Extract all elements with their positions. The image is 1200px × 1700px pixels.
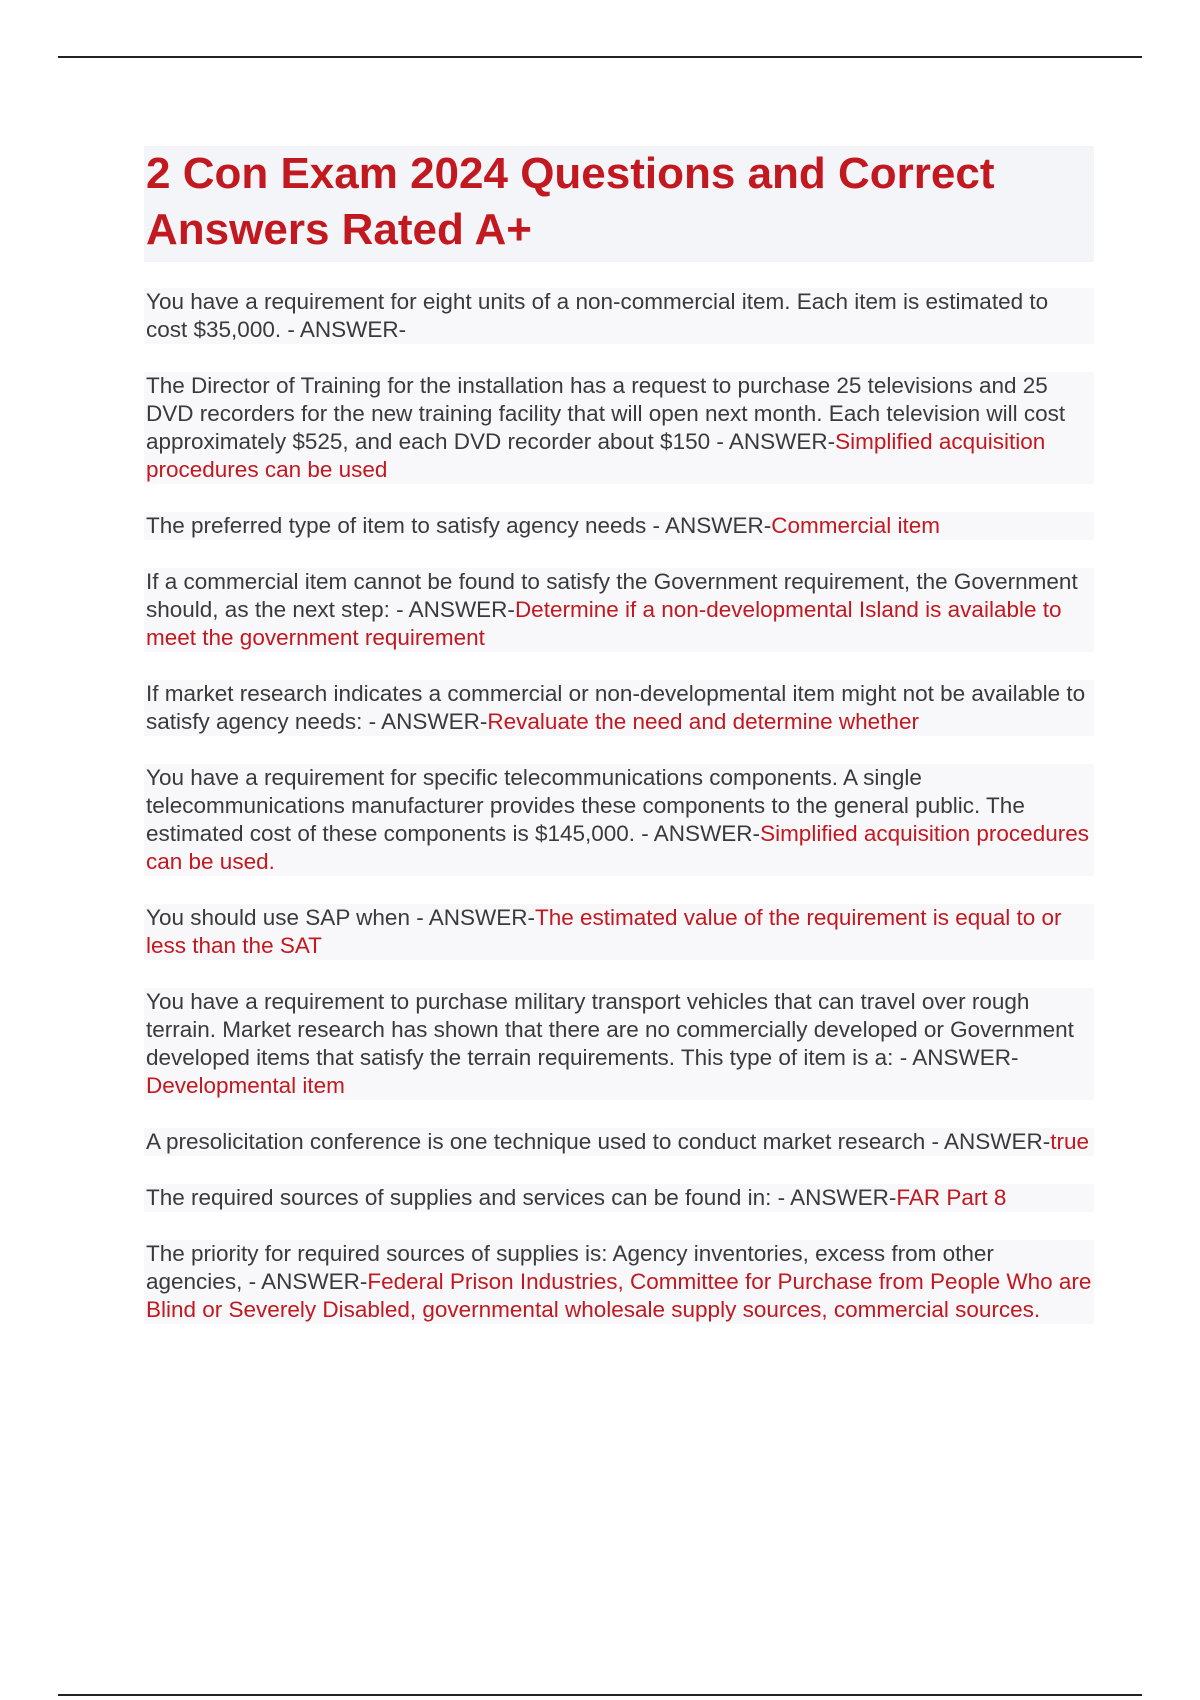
question-text: If market research indicates a commercial or non-developmental item might not be available to satisfy agency needs: [146, 681, 1086, 734]
qa-item [144, 1240, 1094, 1324]
answer-text: Developmental item [146, 1073, 345, 1098]
answer-text: Determine if a non-developmental Island is available to meet the government requirement [146, 597, 1062, 650]
answer-text: Simplified acquisition procedures can be used. [146, 821, 1089, 874]
question-text: You should use SAP when [146, 905, 410, 930]
answer-separator: - ANSWER- [710, 429, 836, 454]
answer-separator: - ANSWER- [409, 905, 535, 930]
answer-separator: - ANSWER- [635, 821, 761, 846]
question-text: The Director of Training for the installation has a request to purchase 25 televisions and 25 DVD recorders for the new training facility that will open next month. Each television will cost approximately $525, and each DVD recorder about $150 [146, 373, 1066, 454]
answer-separator: - ANSWER- [893, 1045, 1019, 1070]
qa-item [144, 288, 1094, 344]
answer-separator: - ANSWER- [771, 1185, 897, 1210]
question-text: You have a requirement for specific telecommunications components. A single telecommunications manufacturer provides these components to the general public. The estimated cost of these components is $145,000. [146, 765, 1025, 846]
question-text: The priority for required sources of supplies is: Agency inventories, excess from other agencies, [146, 1241, 994, 1294]
answer-text: Federal Prison Industries, Committee for Purchase from People Who are Blind or Severely Disabled, governmental wholesale supply sources, commercial sources. [146, 1269, 1092, 1322]
qa-item [144, 904, 1094, 960]
document-title: 2 Con Exam 2024 Questions and Correct Answers Rated A+ [144, 146, 1094, 262]
question-text: You have a requirement to purchase military transport vehicles that can travel over rough terrain. Market research has shown that there are no commercially developed or Government developed items that satisfy the terrain requirements. This type of item is a: [146, 989, 1074, 1070]
top-rule [58, 56, 1142, 58]
qa-item [144, 568, 1094, 652]
answer-separator: - ANSWER- [389, 597, 515, 622]
qa-item [144, 988, 1094, 1100]
bottom-rule [58, 1694, 1142, 1696]
answer-text: Commercial item [771, 513, 941, 538]
question-text: The preferred type of item to satisfy agency needs [146, 513, 647, 538]
answer-text: Revaluate the need and determine whether [487, 709, 919, 734]
qa-item [144, 1184, 1094, 1212]
answer-text: true [1050, 1129, 1090, 1154]
answer-text: FAR Part 8 [896, 1185, 1007, 1210]
answer-separator: - ANSWER- [281, 317, 407, 342]
answer-separator: - ANSWER- [646, 513, 772, 538]
answer-separator: - ANSWER- [362, 709, 488, 734]
qa-item [144, 764, 1094, 876]
answer-text: The estimated value of the requirement is equal to or less than the SAT [146, 905, 1062, 958]
answer-separator: - ANSWER- [925, 1129, 1051, 1154]
question-text: The required sources of supplies and services can be found in: [146, 1185, 772, 1210]
answer-text: Simplified acquisition procedures can be used [146, 429, 1046, 482]
qa-item [144, 1128, 1094, 1156]
qa-item [144, 680, 1094, 736]
answer-separator: - ANSWER- [242, 1269, 368, 1294]
question-text: If a commercial item cannot be found to satisfy the Government requirement, the Government should, as the next step: [146, 569, 1078, 622]
question-text: You have a requirement for eight units of a non-commercial item. Each item is estimated to cost $35,000. [146, 289, 1049, 342]
qa-item [144, 512, 1094, 540]
qa-list [144, 288, 1094, 1324]
document-body [144, 146, 1094, 1352]
qa-item [144, 372, 1094, 484]
question-text: A presolicitation conference is one technique used to conduct market research [146, 1129, 926, 1154]
